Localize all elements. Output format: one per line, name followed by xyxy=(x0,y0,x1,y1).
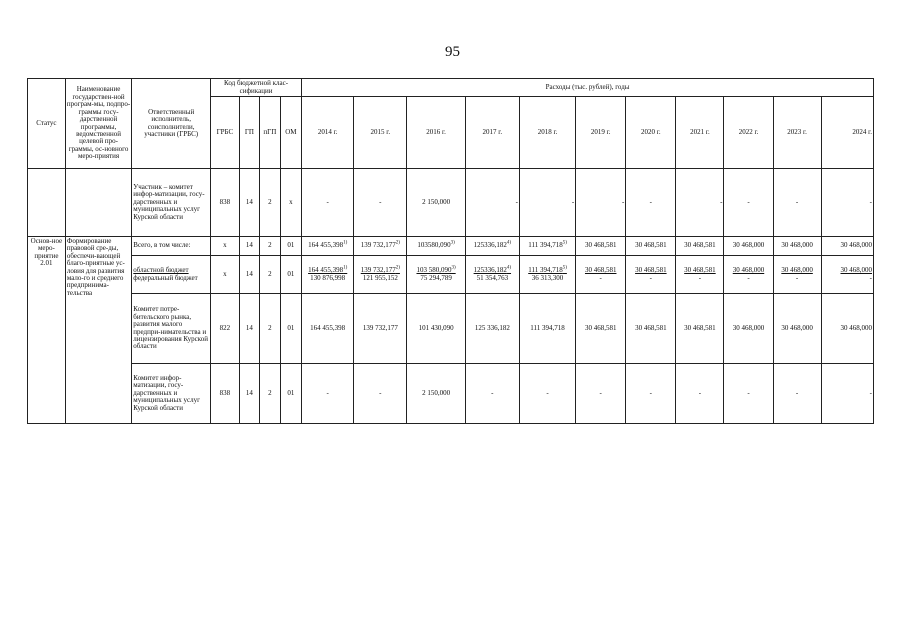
value-cell: 30 468,581 xyxy=(626,294,676,364)
value-cell: - xyxy=(302,364,354,424)
value-cell: 2 150,000 xyxy=(407,364,465,424)
pgp-cell: 2 xyxy=(260,237,280,256)
value-cell: - xyxy=(519,169,575,237)
value-cell: 2 150,000 xyxy=(407,169,465,237)
status-cell: Основ-ное меро-приятие 2.01 xyxy=(28,237,66,424)
gp-cell: 14 xyxy=(239,256,259,294)
value-cell: - xyxy=(724,169,773,237)
budget-code-header: Код бюджетной клас-сификации xyxy=(211,79,302,97)
pgp-cell: 2 xyxy=(260,169,280,237)
grbs-cell: 822 xyxy=(211,294,240,364)
pgp-cell: 2 xyxy=(260,256,280,294)
value-cell: 103580,090$^{3)}$ xyxy=(407,237,465,256)
year-header: 2015 г. xyxy=(354,97,407,169)
value-cell: 139 732,177$^{2)}$ 121 955,152 xyxy=(354,256,407,294)
value-cell: - xyxy=(576,169,626,237)
executor-cell: Комитет потре-бительского рынка, развития малого предпри-нимательства и лицензирования Курской области xyxy=(132,294,211,364)
value-cell: 30 468,000 xyxy=(821,237,873,256)
value-cell: - xyxy=(465,169,519,237)
year-header: 2022 г. xyxy=(724,97,773,169)
value-cell: 111 394,718$^{5)}$ xyxy=(519,237,575,256)
table-row xyxy=(28,294,874,364)
value-cell: 164 455,398 xyxy=(302,294,354,364)
value-cell: 111 394,718$^{5)}$ 36 313,300 xyxy=(519,256,575,294)
value-cell: 30 468,581 xyxy=(676,294,724,364)
page-number: 95 xyxy=(445,44,460,60)
budget-table xyxy=(27,78,874,424)
value-cell: - xyxy=(302,169,354,237)
grbs-cell: 838 xyxy=(211,364,240,424)
value-cell: 139 732,177 xyxy=(354,294,407,364)
value-cell: 125336,182$^{4)}$ 51 354,763 xyxy=(465,256,519,294)
value-cell: - xyxy=(676,364,724,424)
gp-cell: 14 xyxy=(239,169,259,237)
value-cell: 30 468,581 xyxy=(576,294,626,364)
year-header: 2018 г. xyxy=(519,97,575,169)
value-cell: 30 468,581 - xyxy=(576,256,626,294)
value-cell: - xyxy=(465,364,519,424)
value-cell: - xyxy=(626,364,676,424)
table-row xyxy=(28,169,874,237)
value-cell: 30 468,000 xyxy=(773,237,821,256)
pgp-cell: 2 xyxy=(260,364,280,424)
year-header: 2019 г. xyxy=(576,97,626,169)
year-header: 2014 г. xyxy=(302,97,354,169)
value-cell: 125336,182$^{4)}$ xyxy=(465,237,519,256)
grbs-cell: 838 xyxy=(211,169,240,237)
value-cell: 30 468,000 xyxy=(821,294,873,364)
executor-header: Ответственный исполнитель, соисполнители, участники (ГРБС) xyxy=(132,79,211,169)
om-cell: 01 xyxy=(280,294,302,364)
year-header: 2020 г. xyxy=(626,97,676,169)
value-cell: 103 580,090$^{3)}$ 75 294,789 xyxy=(407,256,465,294)
table-row xyxy=(28,364,874,424)
value-cell: 30 468,581 - xyxy=(676,256,724,294)
value-cell: 30 468,000 xyxy=(773,294,821,364)
value-cell: - xyxy=(821,364,873,424)
gp-cell: 14 xyxy=(239,364,259,424)
value-cell: 30 468,581 xyxy=(626,237,676,256)
om-header: ОМ xyxy=(280,97,302,169)
executor-cell: Всего, в том числе: xyxy=(132,237,211,256)
expenses-header: Расходы (тыс. рублей), годы xyxy=(302,79,874,97)
value-cell: - xyxy=(354,364,407,424)
name-cell: Формирование правовой сре-ды, обеспечи-вающей благо-приятные ус-ловия для развития мало-го и среднего предпринима-тельства xyxy=(65,237,131,424)
gp-cell: 14 xyxy=(239,294,259,364)
value-cell: 111 394,718 xyxy=(519,294,575,364)
value-cell: 164 455,398$^{1)}$ 130 876,998 xyxy=(302,256,354,294)
executor-cell: Участник – комитет инфор-матизации, госу-дарственных и муниципальных услуг Курской области xyxy=(132,169,211,237)
grbs-cell: х xyxy=(211,256,240,294)
status-header: Статус xyxy=(28,79,66,169)
value-cell: - xyxy=(773,169,821,237)
om-cell: х xyxy=(280,169,302,237)
value-cell: - xyxy=(519,364,575,424)
value-cell: - xyxy=(724,364,773,424)
value-cell: 30 468,000 - xyxy=(821,256,873,294)
value-cell: - xyxy=(354,169,407,237)
grbs-header: ГРБС xyxy=(211,97,240,169)
table-row xyxy=(28,237,874,256)
year-header: 2017 г. xyxy=(465,97,519,169)
year-header: 2021 г. xyxy=(676,97,724,169)
gp-cell: 14 xyxy=(239,237,259,256)
name-cell xyxy=(65,169,131,237)
value-cell: 30 468,000 xyxy=(724,294,773,364)
value-cell: 30 468,000 - xyxy=(724,256,773,294)
year-header: 2016 г. xyxy=(407,97,465,169)
value-cell: 101 430,090 xyxy=(407,294,465,364)
table-row xyxy=(28,256,874,294)
executor-cell: Комитет инфор-матизации, госу-дарственных и муниципальных услуг Курской области xyxy=(132,364,211,424)
value-cell: - xyxy=(626,169,676,237)
year-header: 2024 г. xyxy=(821,97,873,169)
executor-cell: областной бюджет федеральный бюджет xyxy=(132,256,211,294)
value-cell: 139 732,177$^{2)}$ xyxy=(354,237,407,256)
value-cell: 30 468,581 xyxy=(576,237,626,256)
value-cell: - xyxy=(773,364,821,424)
value-cell: 30 468,581 - xyxy=(626,256,676,294)
value-cell: - xyxy=(576,364,626,424)
value-cell: 30 468,581 xyxy=(676,237,724,256)
pgp-header: пГП xyxy=(260,97,280,169)
value-cell: - xyxy=(676,169,724,237)
value-cell: - xyxy=(821,169,873,237)
gp-header: ГП xyxy=(239,97,259,169)
value-cell: 164 455,398$^{1)}$ xyxy=(302,237,354,256)
pgp-cell: 2 xyxy=(260,294,280,364)
value-cell: 30 468,000 xyxy=(724,237,773,256)
program-name-header: Наименование государствен-ной програм-мы, подпро-граммы госу-дарственной программы, ведомственной целевой про-граммы, ос-новного меро-приятия xyxy=(65,79,131,169)
year-header: 2023 г. xyxy=(773,97,821,169)
status-cell xyxy=(28,169,66,237)
om-cell: 01 xyxy=(280,364,302,424)
grbs-cell: х xyxy=(211,237,240,256)
om-cell: 01 xyxy=(280,256,302,294)
om-cell: 01 xyxy=(280,237,302,256)
value-cell: 125 336,182 xyxy=(465,294,519,364)
value-cell: 30 468,000 - xyxy=(773,256,821,294)
